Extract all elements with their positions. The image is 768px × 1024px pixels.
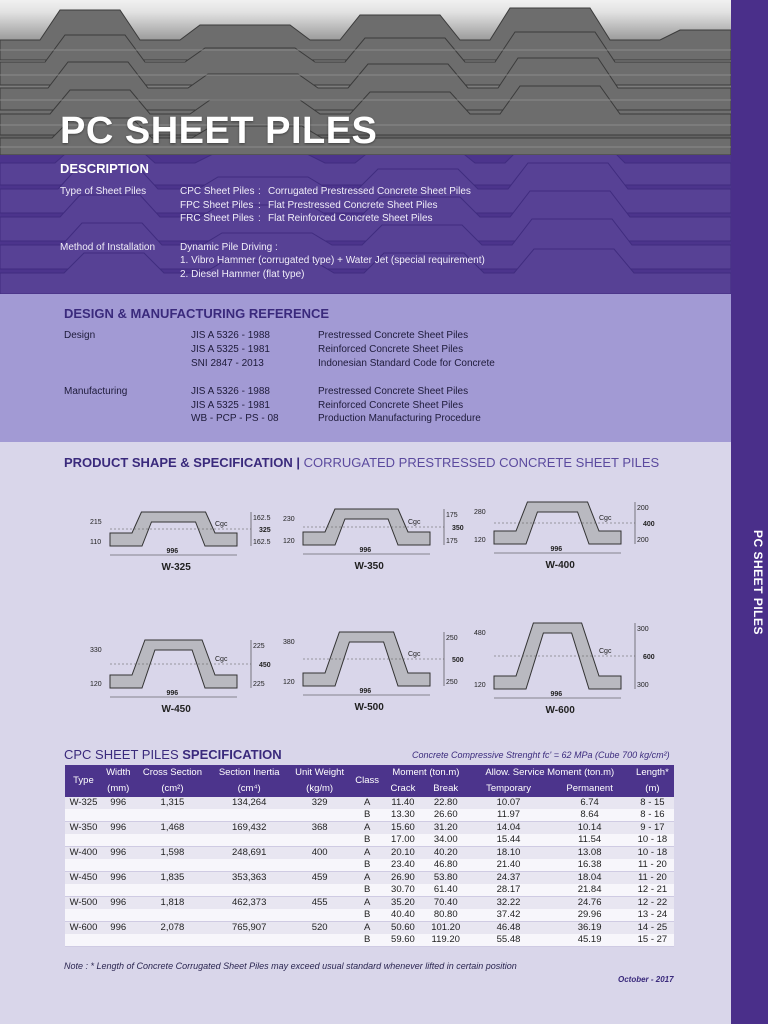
td-permanent: 10.14 xyxy=(548,822,630,835)
td-crack: 11.40 xyxy=(383,797,423,809)
td-empty xyxy=(210,859,288,872)
col-permanent: Permanent xyxy=(548,781,630,797)
td-inertia: 765,907 xyxy=(210,922,288,935)
method-title: Dynamic Pile Driving : xyxy=(180,242,278,253)
profile-diagrams xyxy=(0,480,731,740)
td-permanent: 11.54 xyxy=(548,834,630,847)
spec-heading-prefix: CPC SHEET PILES xyxy=(64,747,183,762)
dim-right-bottom: 225 xyxy=(253,681,265,688)
td-width: 996 xyxy=(102,872,135,885)
manufacturing-code-3: WB - PCP - PS - 08 xyxy=(191,413,279,424)
profile-name: W-400 xyxy=(545,560,575,571)
col-width-unit: (mm) xyxy=(102,781,135,797)
issue-date: October - 2017 xyxy=(618,975,674,984)
td-break: 34.00 xyxy=(423,834,469,847)
hero-photo xyxy=(0,0,731,155)
design-desc-3: Indonesian Standard Code for Concrete xyxy=(318,358,495,369)
td-empty xyxy=(288,884,351,897)
td-crack: 15.60 xyxy=(383,822,423,835)
td-length: 8 - 16 xyxy=(631,809,674,822)
dim-right-top: 250 xyxy=(446,635,458,642)
type-sep-frc: : xyxy=(258,213,261,224)
td-empty xyxy=(288,859,351,872)
td-cross: 1,598 xyxy=(135,847,211,860)
dim-left-bottom: 120 xyxy=(283,538,295,545)
design-code-3: SNI 2847 - 2013 xyxy=(191,358,264,369)
td-empty xyxy=(135,909,211,922)
td-type: W-400 xyxy=(65,847,102,860)
td-empty xyxy=(102,934,135,947)
col-class: Class xyxy=(351,765,383,797)
td-empty xyxy=(210,934,288,947)
dim-left-top: 215 xyxy=(90,519,102,526)
td-cross: 1,315 xyxy=(135,797,211,809)
td-empty xyxy=(102,859,135,872)
table-row xyxy=(65,884,674,897)
design-desc-2: Reinforced Concrete Sheet Piles xyxy=(318,344,464,355)
col-length: Length* xyxy=(631,765,674,781)
td-type: W-325 xyxy=(65,797,102,809)
profile-name: W-450 xyxy=(161,704,191,715)
td-crack: 59.60 xyxy=(383,934,423,947)
td-class: A xyxy=(351,822,383,835)
col-cross-unit: (cm²) xyxy=(135,781,211,797)
td-temporary: 14.04 xyxy=(469,822,549,835)
td-width: 996 xyxy=(102,847,135,860)
length-note: Note : * Length of Concrete Corrugated Sheet Piles may exceed usual standard whenever lifted in certain position xyxy=(64,961,517,971)
td-empty xyxy=(102,884,135,897)
td-width: 996 xyxy=(102,897,135,910)
td-inertia: 353,363 xyxy=(210,872,288,885)
dim-left-bottom: 120 xyxy=(474,682,486,689)
td-inertia: 134,264 xyxy=(210,797,288,809)
td-break: 40.20 xyxy=(423,847,469,860)
td-length: 15 - 27 xyxy=(631,934,674,947)
table-row xyxy=(65,934,674,947)
td-temporary: 55.48 xyxy=(469,934,549,947)
type-desc-frc: Flat Reinforced Concrete Sheet Piles xyxy=(268,213,433,224)
td-permanent: 21.84 xyxy=(548,884,630,897)
table-row xyxy=(65,834,674,847)
td-length: 10 - 18 xyxy=(631,847,674,860)
col-break: Break xyxy=(423,781,469,797)
td-empty xyxy=(135,809,211,822)
td-empty xyxy=(102,834,135,847)
type-name-fpc: FPC Sheet Piles xyxy=(180,200,254,211)
profile-name: W-350 xyxy=(354,561,384,572)
td-type: W-350 xyxy=(65,822,102,835)
td-break: 31.20 xyxy=(423,822,469,835)
td-class: A xyxy=(351,922,383,935)
td-empty xyxy=(135,884,211,897)
td-break: 80.80 xyxy=(423,909,469,922)
dim-right-mid: 400 xyxy=(643,521,655,528)
td-inertia: 462,373 xyxy=(210,897,288,910)
td-empty xyxy=(65,859,102,872)
pile-profile-w-600 xyxy=(494,623,621,689)
td-width: 996 xyxy=(102,922,135,935)
profile-name: W-600 xyxy=(545,705,575,716)
td-empty xyxy=(288,909,351,922)
pile-profile-w-500 xyxy=(303,632,430,686)
pile-profile-w-325 xyxy=(110,512,237,546)
dim-right-bottom: 200 xyxy=(637,537,649,544)
profile-name: W-500 xyxy=(354,702,384,713)
dim-right-top: 225 xyxy=(253,643,265,650)
td-permanent: 8.64 xyxy=(548,809,630,822)
td-inertia: 248,691 xyxy=(210,847,288,860)
dim-right-mid: 500 xyxy=(452,657,464,664)
dim-left-top: 380 xyxy=(283,639,295,646)
method-item-2: 2. Diesel Hammer (flat type) xyxy=(180,269,305,280)
td-class: B xyxy=(351,834,383,847)
td-empty xyxy=(288,809,351,822)
td-empty xyxy=(210,884,288,897)
spec-table xyxy=(65,765,674,947)
td-temporary: 28.17 xyxy=(469,884,549,897)
td-class: B xyxy=(351,884,383,897)
pile-profile-w-450 xyxy=(110,640,237,688)
table-row xyxy=(65,909,674,922)
col-crack: Crack xyxy=(383,781,423,797)
td-permanent: 6.74 xyxy=(548,797,630,809)
cgc-label: Cgc xyxy=(599,648,612,655)
method-item-1: 1. Vibro Hammer (corrugated type) + Water Jet (special requirement) xyxy=(180,255,485,266)
td-class: A xyxy=(351,872,383,885)
td-break: 119.20 xyxy=(423,934,469,947)
td-class: B xyxy=(351,934,383,947)
td-crack: 20.10 xyxy=(383,847,423,860)
spec-heading xyxy=(64,747,282,762)
td-class: A xyxy=(351,847,383,860)
dim-right-top: 175 xyxy=(446,512,458,519)
type-name-cpc: CPC Sheet Piles xyxy=(180,186,255,197)
td-class: B xyxy=(351,909,383,922)
dim-right-bottom: 162.5 xyxy=(253,539,271,546)
manufacturing-desc-3: Production Manufacturing Procedure xyxy=(318,413,481,424)
td-empty xyxy=(65,909,102,922)
col-allow: Allow. Service Moment (ton.m) xyxy=(469,765,631,781)
td-empty xyxy=(135,859,211,872)
dim-left-top: 480 xyxy=(474,630,486,637)
td-crack: 40.40 xyxy=(383,909,423,922)
col-inertia-unit: (cm⁴) xyxy=(210,781,288,797)
design-desc-1: Prestressed Concrete Sheet Piles xyxy=(318,330,469,341)
td-cross: 1,835 xyxy=(135,872,211,885)
product-heading-main: PRODUCT SHAPE & SPECIFICATION | xyxy=(64,455,300,470)
td-crack: 30.70 xyxy=(383,884,423,897)
td-empty xyxy=(65,934,102,947)
td-crack: 13.30 xyxy=(383,809,423,822)
td-empty xyxy=(135,934,211,947)
design-code-2: JIS A 5325 - 1981 xyxy=(191,344,270,355)
reference-heading: DESIGN & MANUFACTURING REFERENCE xyxy=(64,306,330,321)
dim-width: 996 xyxy=(359,547,372,554)
product-heading-sub: CORRUGATED PRESTRESSED CONCRETE SHEET PILES xyxy=(299,455,660,470)
table-row xyxy=(65,897,674,910)
td-crack: 50.60 xyxy=(383,922,423,935)
manufacturing-label: Manufacturing xyxy=(64,386,128,397)
td-empty xyxy=(65,809,102,822)
td-length: 12 - 21 xyxy=(631,884,674,897)
td-permanent: 29.96 xyxy=(548,909,630,922)
td-weight: 368 xyxy=(288,822,351,835)
manufacturing-code-2: JIS A 5325 - 1981 xyxy=(191,400,270,411)
dim-right-bottom: 175 xyxy=(446,538,458,545)
page-title: PC SHEET PILES xyxy=(60,110,378,152)
spec-heading-bold: SPECIFICATION xyxy=(182,747,282,762)
td-break: 53.80 xyxy=(423,872,469,885)
td-class: A xyxy=(351,897,383,910)
dim-right-top: 200 xyxy=(637,505,649,512)
method-label: Method of Installation xyxy=(60,242,156,253)
dim-right-mid: 600 xyxy=(643,654,655,661)
td-permanent: 45.19 xyxy=(548,934,630,947)
profile-name: W-325 xyxy=(161,562,191,573)
col-moment: Moment (ton.m) xyxy=(383,765,469,781)
td-weight: 455 xyxy=(288,897,351,910)
td-temporary: 24.37 xyxy=(469,872,549,885)
td-break: 46.80 xyxy=(423,859,469,872)
side-bar xyxy=(731,0,768,1024)
design-code-1: JIS A 5326 - 1988 xyxy=(191,330,270,341)
dim-width: 996 xyxy=(166,690,179,697)
dim-right-mid: 450 xyxy=(259,662,271,669)
dim-left-top: 280 xyxy=(474,509,486,516)
td-empty xyxy=(102,909,135,922)
td-length: 8 - 15 xyxy=(631,797,674,809)
td-crack: 26.90 xyxy=(383,872,423,885)
product-heading xyxy=(64,455,659,470)
td-length: 14 - 25 xyxy=(631,922,674,935)
td-empty xyxy=(102,809,135,822)
table-row xyxy=(65,847,674,860)
td-class: B xyxy=(351,809,383,822)
type-sep-fpc: : xyxy=(258,200,261,211)
td-cross: 1,818 xyxy=(135,897,211,910)
dim-width: 996 xyxy=(359,688,372,695)
td-empty xyxy=(135,834,211,847)
td-weight: 329 xyxy=(288,797,351,809)
concrete-strength-note: Concrete Compressive Strenght fc' = 62 MPa (Cube 700 kg/cm²) xyxy=(412,750,670,760)
dim-right-bottom: 250 xyxy=(446,679,458,686)
td-length: 12 - 22 xyxy=(631,897,674,910)
dim-left-bottom: 110 xyxy=(90,539,102,546)
td-temporary: 21.40 xyxy=(469,859,549,872)
col-inertia: Section Inertia xyxy=(210,765,288,781)
td-length: 13 - 24 xyxy=(631,909,674,922)
dim-width: 996 xyxy=(550,546,563,553)
td-empty xyxy=(65,884,102,897)
dim-width: 996 xyxy=(166,548,179,555)
td-empty xyxy=(210,809,288,822)
td-temporary: 11.97 xyxy=(469,809,549,822)
side-bar-label: PC SHEET PILES xyxy=(751,530,765,636)
cgc-label: Cgc xyxy=(215,521,228,528)
pile-profile-w-400 xyxy=(494,502,621,544)
td-length: 9 - 17 xyxy=(631,822,674,835)
dim-left-bottom: 120 xyxy=(90,681,102,688)
cgc-label: Cgc xyxy=(215,656,228,663)
td-cross: 2,078 xyxy=(135,922,211,935)
td-weight: 400 xyxy=(288,847,351,860)
td-type: W-450 xyxy=(65,872,102,885)
type-desc-cpc: Corrugated Prestressed Concrete Sheet Piles xyxy=(268,186,471,197)
td-class: A xyxy=(351,797,383,809)
td-temporary: 46.48 xyxy=(469,922,549,935)
td-length: 10 - 18 xyxy=(631,834,674,847)
td-empty xyxy=(288,834,351,847)
manufacturing-code-1: JIS A 5326 - 1988 xyxy=(191,386,270,397)
table-row xyxy=(65,822,674,835)
td-temporary: 37.42 xyxy=(469,909,549,922)
td-permanent: 16.38 xyxy=(548,859,630,872)
dim-left-top: 230 xyxy=(283,516,295,523)
spec-table-body xyxy=(65,797,674,947)
dim-right-mid: 350 xyxy=(452,525,464,532)
table-row xyxy=(65,797,674,809)
type-desc-fpc: Flat Prestressed Concrete Sheet Piles xyxy=(268,200,438,211)
manufacturing-desc-2: Reinforced Concrete Sheet Piles xyxy=(318,400,464,411)
col-unit-weight-unit: (kg/m) xyxy=(288,781,351,797)
td-permanent: 13.08 xyxy=(548,847,630,860)
td-empty xyxy=(288,934,351,947)
td-width: 996 xyxy=(102,797,135,809)
table-row xyxy=(65,809,674,822)
manufacturing-desc-1: Prestressed Concrete Sheet Piles xyxy=(318,386,469,397)
table-row xyxy=(65,922,674,935)
table-row xyxy=(65,872,674,885)
td-empty xyxy=(65,834,102,847)
td-inertia: 169,432 xyxy=(210,822,288,835)
cgc-label: Cgc xyxy=(408,651,421,658)
dim-width: 996 xyxy=(550,691,563,698)
col-temporary: Temporary xyxy=(469,781,549,797)
design-label: Design xyxy=(64,330,96,341)
col-length-unit: (m) xyxy=(631,781,674,797)
td-crack: 23.40 xyxy=(383,859,423,872)
cgc-label: Cgc xyxy=(599,515,612,522)
col-width: Width xyxy=(102,765,135,781)
td-cross: 1,468 xyxy=(135,822,211,835)
td-temporary: 32.22 xyxy=(469,897,549,910)
td-permanent: 36.19 xyxy=(548,922,630,935)
td-break: 22.80 xyxy=(423,797,469,809)
dim-left-top: 330 xyxy=(90,647,102,654)
description-band xyxy=(0,155,731,294)
table-row xyxy=(65,859,674,872)
td-permanent: 24.76 xyxy=(548,897,630,910)
td-break: 26.60 xyxy=(423,809,469,822)
td-temporary: 10.07 xyxy=(469,797,549,809)
td-length: 11 - 20 xyxy=(631,872,674,885)
td-weight: 459 xyxy=(288,872,351,885)
td-weight: 520 xyxy=(288,922,351,935)
cgc-label: Cgc xyxy=(408,519,421,526)
td-break: 101.20 xyxy=(423,922,469,935)
reference-band xyxy=(0,294,731,442)
type-name-frc: FRC Sheet Piles xyxy=(180,213,254,224)
td-type: W-600 xyxy=(65,922,102,935)
td-class: B xyxy=(351,859,383,872)
col-unit-weight: Unit Weight xyxy=(288,765,351,781)
pile-profile-w-350 xyxy=(303,509,430,545)
td-temporary: 15.44 xyxy=(469,834,549,847)
dim-right-mid: 325 xyxy=(259,527,271,534)
col-type: Type xyxy=(65,765,102,797)
type-label: Type of Sheet Piles xyxy=(60,186,147,197)
td-empty xyxy=(210,834,288,847)
type-sep-cpc: : xyxy=(258,186,261,197)
td-temporary: 18.10 xyxy=(469,847,549,860)
td-crack: 17.00 xyxy=(383,834,423,847)
td-break: 70.40 xyxy=(423,897,469,910)
dim-right-bottom: 300 xyxy=(637,682,649,689)
dim-right-top: 162.5 xyxy=(253,515,271,522)
td-break: 61.40 xyxy=(423,884,469,897)
col-cross: Cross Section xyxy=(135,765,211,781)
description-heading: DESCRIPTION xyxy=(60,161,149,176)
td-empty xyxy=(210,909,288,922)
td-permanent: 18.04 xyxy=(548,872,630,885)
td-width: 996 xyxy=(102,822,135,835)
dim-left-bottom: 120 xyxy=(283,679,295,686)
td-type: W-500 xyxy=(65,897,102,910)
dim-left-bottom: 120 xyxy=(474,537,486,544)
dim-right-top: 300 xyxy=(637,626,649,633)
td-length: 11 - 20 xyxy=(631,859,674,872)
td-crack: 35.20 xyxy=(383,897,423,910)
